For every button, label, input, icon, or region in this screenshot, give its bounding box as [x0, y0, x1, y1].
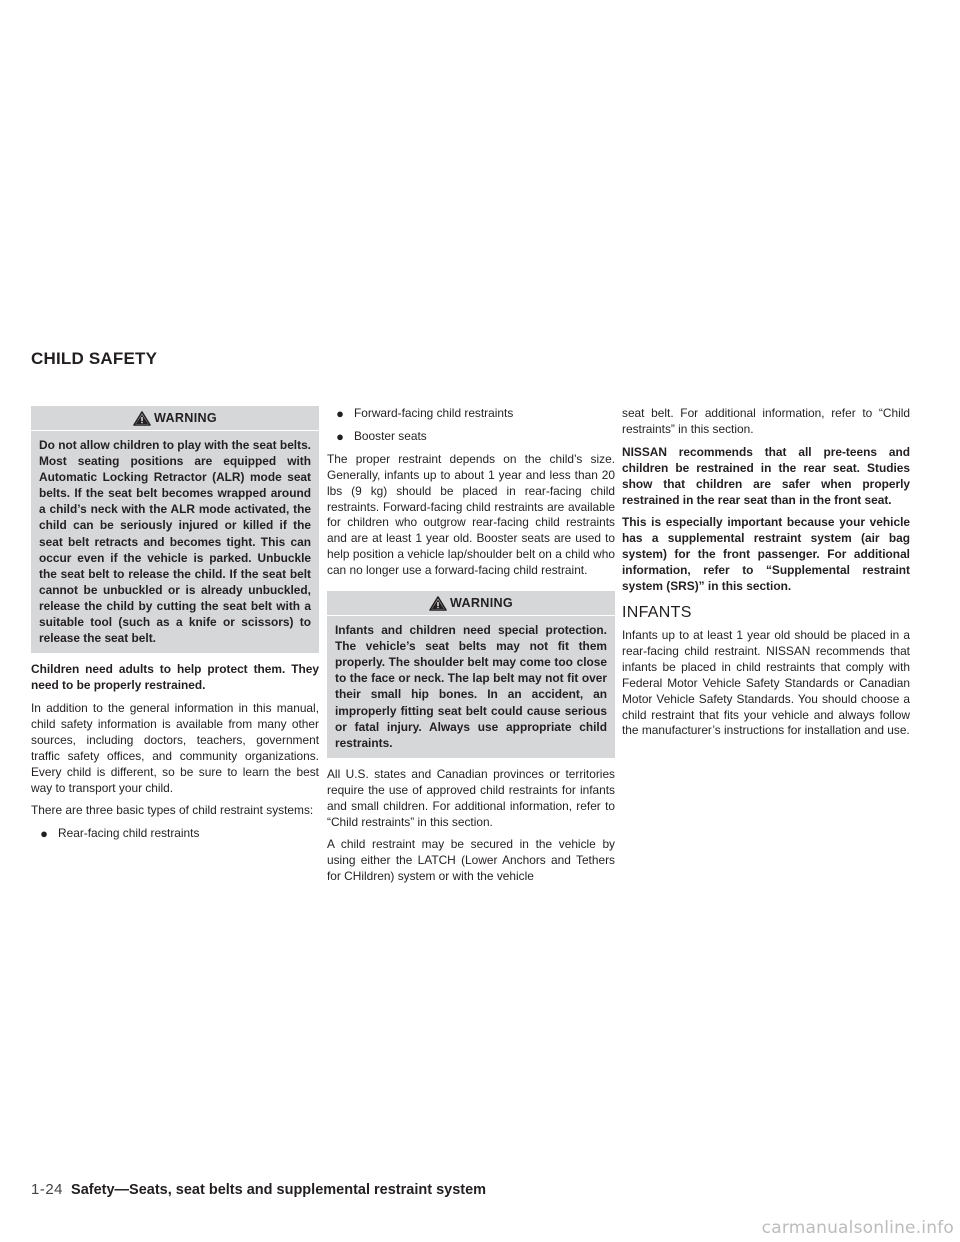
bullet-item: [327, 406, 615, 422]
bullet-item: [327, 429, 615, 445]
column-2: [327, 406, 615, 892]
paragraph: This is especially important because your vehicle has a supplemental restraint system (air bag system) for the front passenger. For additional information, refer to “Supplemental restraint system (SRS)” in this section.: [622, 515, 910, 594]
paragraph: A child restraint may be secured in the vehicle by using either the LATCH (Lower Anchors and Tethers for CHildren) system or with the vehicle: [327, 837, 615, 884]
warning-label: WARNING: [450, 596, 513, 611]
paragraph: seat belt. For additional information, refer to “Child restraints” in this section.: [622, 406, 910, 436]
footer-title: Safety—Seats, seat belts and supplemental restraint system: [71, 1182, 487, 1198]
paragraph: NISSAN recommends that all pre-teens and children be restrained in the rear seat. Studies show that children are safer when properly restrained in the rear seat than in the front seat.: [622, 444, 910, 507]
warning-label: WARNING: [154, 411, 217, 425]
column-3: [622, 406, 910, 746]
bullet-icon: ●: [336, 406, 344, 421]
bullet-icon: ●: [40, 826, 48, 842]
paragraph: There are three basic types of child restraint systems:: [31, 803, 314, 818]
page-number: 1-24: [31, 1181, 64, 1198]
paragraph: In addition to the general information in this manual, child safety information is available from many other sources, including doctors, teachers, government traffic safety offices, and community organizations. Every child is different, so be sure to learn the best way to transport your child.: [31, 701, 319, 795]
bullet-icon: ●: [336, 428, 344, 444]
subheading-infants: INFANTS: [622, 603, 692, 621]
warning-text: Do not allow children to play with the seat belts. Most seating positions are equipped with Automatic Locking Retractor (ALR) mode seat belts. If the seat belt becomes wrapped around a child’s neck with the ALR mode activated, the child can be seriously injured or killed if the seat belt retracts and becomes tight. This can occur even if the vehicle is parked. Unbuckle the seat belt to release the child. If the seat belt cannot be unbuckled or is already unbuckled, release the child by cutting the seat belt with a suitable tool (such as a knife or scissors) to release the seat belt.: [39, 438, 311, 646]
paragraph: Children need adults to help protect them. They need to be properly restrained.: [31, 662, 319, 693]
paragraph: Infants up to at least 1 year old should be placed in a rear-facing child restraint. NISSAN recommends that infants be placed in child restraints that comply with Federal Motor Vehicle Safety Standards or Canadian Motor Vehicle Safety Standards. You should choose a child restraint that fits your vehicle and always follow the manufacturer’s instructions for installation and use.: [622, 627, 910, 738]
paragraph: The proper restraint depends on the child’s size. Generally, infants up to about 1 year and less than 20 lbs (9 kg) should be placed in rear-facing child restraints. Forward-facing child restraints are available for children who outgrow rear-facing child restraints and are at least 1 year old. Booster seats are used to help position a vehicle lap/shoulder belt on a child who can no longer use a forward-facing child restraint.: [327, 451, 615, 578]
bullet-text: Rear-facing child restraints: [58, 826, 200, 841]
watermark: carmanualsonline.info: [761, 1218, 954, 1238]
warning-box: [327, 591, 615, 758]
warning-icon: [133, 411, 151, 426]
warning-header: [327, 591, 615, 616]
bullet-text: Booster seats: [354, 428, 427, 443]
warning-box: [31, 406, 319, 653]
page-footer: [31, 1181, 486, 1198]
warning-header: [31, 406, 319, 431]
section-title: CHILD SAFETY: [31, 349, 158, 368]
warning-text: Infants and children need special protection. The vehicle’s seat belts may not fit them properly. The shoulder belt may come too close to the face or neck. The lap belt may not fit over their small hip bones. In an accident, an improperly fitting seat belt could cause serious or fatal injury. Always use appropriate child restraints.: [335, 623, 607, 750]
warning-icon: [429, 596, 447, 611]
column-1: [31, 406, 319, 849]
bullet-item: [31, 826, 319, 842]
bullet-text: Forward-facing child restraints: [354, 406, 514, 420]
paragraph: All U.S. states and Canadian provinces or territories require the use of approved child restraints for infants and small children. For additional information, refer to “Child restraints” in this section.: [327, 766, 615, 829]
